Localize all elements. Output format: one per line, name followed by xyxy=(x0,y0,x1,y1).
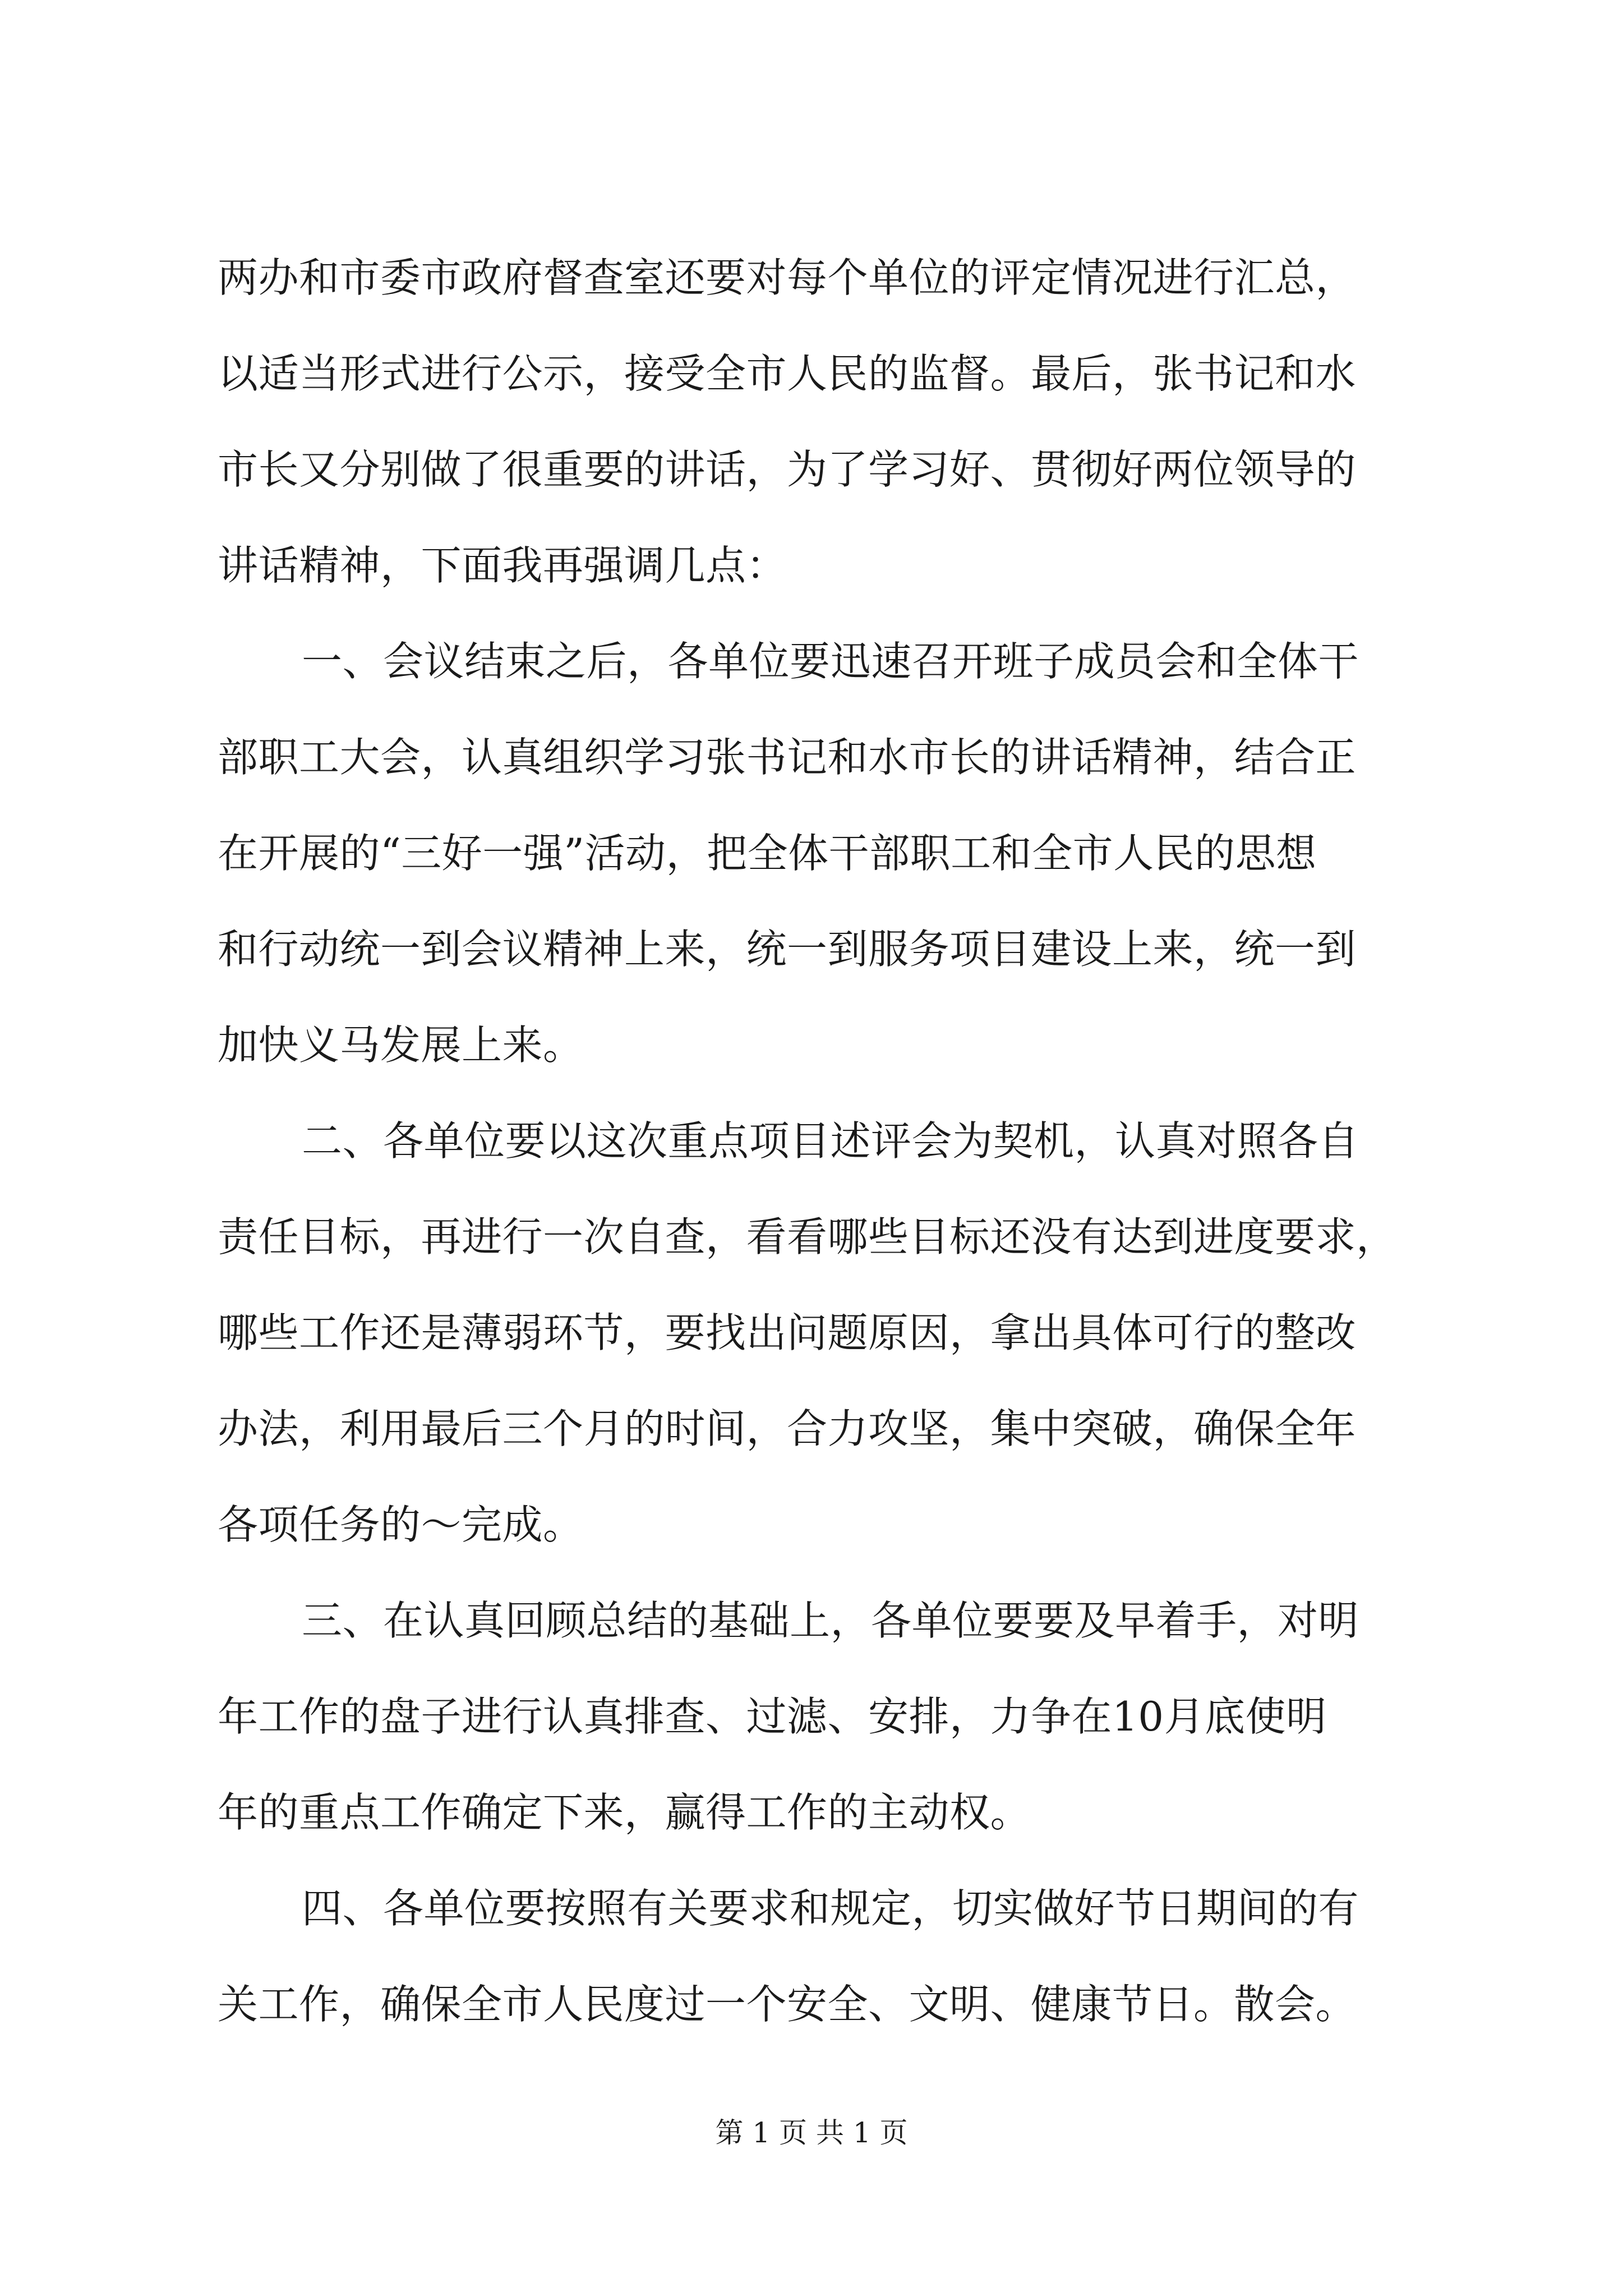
text-line: 各项任务的～完成。 xyxy=(218,1501,584,1548)
text-line: 市长又分别做了很重要的讲话，为了学习好、贯彻好两位领导的 xyxy=(218,446,1357,493)
text-line: 和行动统一到会议精神上来，统一到服务项目建设上来，统一到 xyxy=(218,926,1357,973)
text-line: 办法，利用最后三个月的时间，合力攻坚，集中突破，确保全年 xyxy=(218,1405,1357,1452)
text-line: 加快义马发展上来。 xyxy=(218,1022,584,1069)
page-footer: 第 1 页 共 1 页 xyxy=(715,2116,908,2149)
text-line: 讲话精神，下面我再强调几点： xyxy=(218,542,787,589)
text-line: 年工作的盘子进行认真排查、过滤、安排，力争在10月底使明 xyxy=(218,1693,1327,1740)
paragraph-3-first-line: 三、在认真回顾总结的基础上，各单位要要及早着手，对明 xyxy=(302,1597,1359,1644)
text-line: 年的重点工作确定下来，赢得工作的主动权。 xyxy=(218,1789,1031,1836)
paragraph-4-first-line: 四、各单位要按照有关要求和规定，切实做好节日期间的有 xyxy=(302,1885,1359,1932)
text-line: 两办和市委市政府督查室还要对每个单位的评定情况进行汇总， xyxy=(218,254,1357,301)
paragraph-1-first-line: 一、会议结束之后，各单位要迅速召开班子成员会和全体干 xyxy=(302,638,1359,685)
text-line: 以适当形式进行公示，接受全市人民的监督。最后，张书记和水 xyxy=(218,350,1357,397)
text-line: 在开展的“三好一强”活动，把全体干部职工和全市人民的思想 xyxy=(218,830,1317,877)
document-body xyxy=(218,230,1423,2053)
text-line: 关工作，确保全市人民度过一个安全、文明、健康节日。散会。 xyxy=(218,1981,1357,2028)
text-line: 部职工大会，认真组织学习张书记和水市长的讲话精神，结合正 xyxy=(218,734,1357,781)
text-line: 责任目标，再进行一次自查，看看哪些目标还没有达到进度要求， xyxy=(218,1213,1397,1260)
text-line: 哪些工作还是薄弱环节，要找出问题原因，拿出具体可行的整改 xyxy=(218,1309,1357,1356)
paragraph-2-first-line: 二、各单位要以这次重点项目述评会为契机，认真对照各自 xyxy=(302,1117,1359,1165)
